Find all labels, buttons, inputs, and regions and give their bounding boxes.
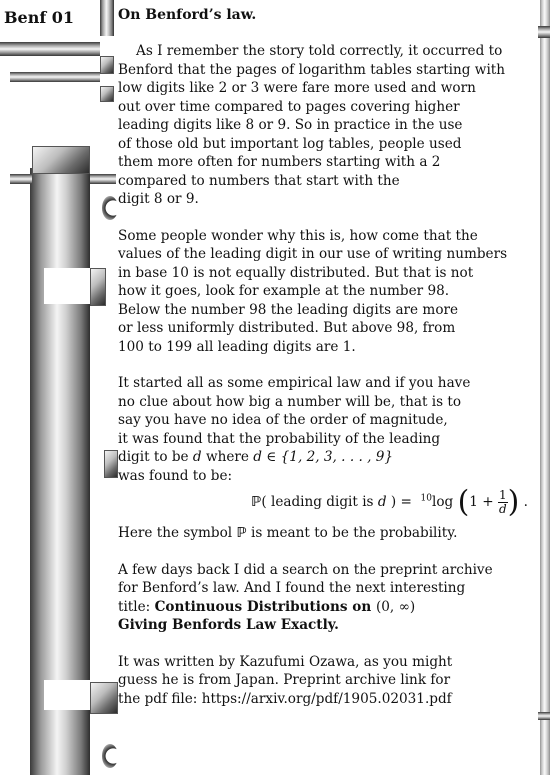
text-line: for Benford’s law. And I found the next interesting [118,580,466,596]
text-line: say you have no idea of the order of magnitude, [118,412,448,428]
top-metal-block [32,146,90,174]
math-variable: d [192,449,202,465]
crescent-ornament-1 [102,196,118,220]
log-base: 10 [420,493,432,504]
mid-left-bar [10,174,32,184]
probability-symbol: ℙ [236,525,247,541]
left-metal-notch-1 [90,268,106,306]
fraction-denominator: d [498,502,507,516]
left-white-inset-2 [44,680,90,710]
math-variable: d [377,494,387,510]
open-paren: ( [457,484,470,520]
close-paren: ) [507,484,520,520]
page-label: Benf 01 [4,8,75,27]
paragraph-1 [118,42,528,209]
text-line: was found to be: [118,467,233,484]
interval-notation: (0, ∞) [375,598,416,615]
text-line [118,448,528,467]
probability-symbol: ℙ [251,494,262,510]
text-line: Benford that the pages of logarithm tables starting with [118,61,506,78]
text-line: them more often for numbers starting with a 2 [118,154,441,170]
left-metal-notch-2 [90,682,118,714]
article-body [118,6,528,726]
left-white-inset-1 [44,268,90,304]
right-edge-tab-1 [538,26,550,38]
fraction [498,489,508,516]
text-line: Some people wonder why this is, how come that the [118,227,478,244]
text-line: how it goes, look for example at the number 98. [118,283,450,299]
text-line: Below the number 98 the leading digits are more [118,301,459,318]
small-square-2 [100,86,114,102]
paragraph-2 [118,227,528,357]
text-line: leading digits like 8 or 9. So in practice in the use [118,117,463,133]
formula-text: 1 + [469,494,494,510]
paragraph-6 [118,653,528,709]
small-square-1 [100,56,114,74]
text-line: As I remember the story told correctly, it occurred to [136,43,503,59]
right-edge-column [540,0,550,775]
text-line: It started all as some empirical law and if you have [118,375,471,391]
formula-text: ) = [386,494,412,510]
text-fragment: digit to be [118,449,193,465]
paragraph-3 [118,374,528,520]
text-line: of those old but important log tables, people used [118,135,462,152]
small-square-3 [104,450,118,478]
paper-title-part-2: Giving Benfords Law Exactly. [118,617,339,633]
text-line: guess he is from Japan. Preprint archive link for [118,672,451,688]
mid-right-bar [90,174,116,184]
text-line: in base 10 is not equally distributed. But that is not [118,264,474,281]
text-line: digit 8 or 9. [118,191,199,207]
top-left-bar-1 [0,42,100,56]
text-line: 100 to 199 all leading digits are 1. [118,338,356,355]
formula-end: . [523,494,528,510]
text-fragment: title: [118,598,155,615]
text-line: it was found that the probability of the leading [118,430,441,447]
text-line: out over time compared to pages covering higher [118,98,460,115]
top-left-bar-2 [10,72,100,82]
paper-title-part-1: Continuous Distributions on [154,598,376,615]
text-line: It was written by Kazufumi Ozawa, as you might [118,653,453,670]
log-text: log [432,494,454,510]
text-fragment: is meant to be the probability. [246,525,458,541]
text-line: or less uniformly distributed. But above 98, from [118,320,456,336]
digit-set: d ∈ {1, 2, 3, . . . , 9} [253,449,394,465]
text-line: values of the leading digit in our use of writing numbers [118,246,508,262]
crescent-ornament-2 [102,744,118,768]
fraction-numerator: 1 [498,488,507,502]
article-title: On Benford’s law. [118,7,257,23]
text-line [118,598,528,617]
text-line [118,524,528,543]
right-edge-tab-2 [538,712,550,720]
text-line: compared to numbers that start with the [118,172,400,189]
benford-formula [118,484,528,520]
paragraph-4 [118,524,528,543]
text-line: the pdf file: https://arxiv.org/pdf/1905.02031.pdf [118,690,452,707]
formula-text: ( leading digit is [261,494,378,510]
text-line: low digits like 2 or 3 were fare more used and worn [118,80,476,96]
text-fragment: where [201,449,254,465]
text-line: A few days back I did a search on the preprint archive [118,561,493,578]
top-vertical-stub [100,0,114,36]
paragraph-5 [118,561,528,635]
text-fragment: Here the symbol [118,525,237,541]
text-line: no clue about how big a number will be, that is to [118,393,462,410]
